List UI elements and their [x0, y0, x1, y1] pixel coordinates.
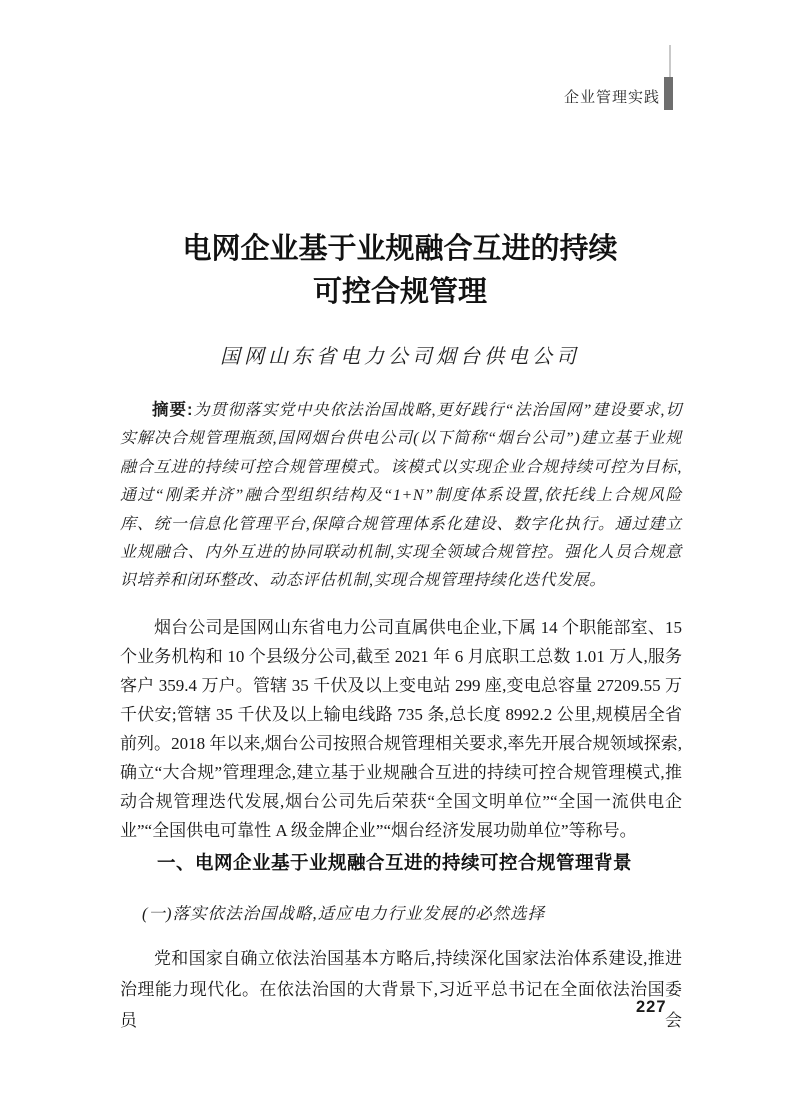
- abstract-text: 为贯彻落实党中央依法治国战略,更好践行“法治国网”建设要求,切实解决合规管理瓶颈,国网烟台供电公司(以下简称“烟台公司”)建立基于业规融合互进的持续可控合规管理模式。该模式以实现企业合规持续可控为目标,通过“刚柔并济”融合型组织结构及“1+N”制度体系设置,依托线上合规风险库、统一信息化管理平台,保障合规管理体系化建设、数字化执行。通过建立业规融合、内外互进的协同联动机制,实现全领域合规管控。强化人员合规意识培养和闭环整改、动态评估机制,实现合规管理持续化迭代发展。: [120, 402, 682, 590]
- running-head: 企业管理实践: [563, 90, 660, 106]
- section-1-heading: 一、电网企业基于业规融合互进的持续可控合规管理背景: [157, 852, 633, 873]
- page-number: 227: [636, 998, 667, 1016]
- author-line: 国网山东省电力公司烟台供电公司: [220, 346, 580, 368]
- article-title: [0, 228, 800, 314]
- article-title-line2: 可控合规管理: [312, 276, 487, 308]
- body-paragraph-1: 烟台公司是国网山东省电力公司直属供电企业,下属 14 个职能部室、15 个业务机构和 10 个县级分公司,截至 2021 年 6 月底职工总数 1.01 万人,服务客户 359.4 万户。管辖 35 千伏及以上变电站 299 座,变电总容量 27209.55 万千伏安;管辖 35 千伏及以上输电线路 735 条,总长度 8992.2 公里,规模居全省前列。2018 年以来,烟台公司按照合规管理相关要求,率先开展合规领域探索,确立“大合规”管理理念,建立基于业规融合互进的持续可控合规管理模式,推动合规管理迭代发展,烟台公司先后荣获“全国文明单位”“全国一流供电企业”“全国供电可靠性 A 级金牌企业”“烟台经济发展功勋单位”等称号。: [120, 618, 682, 840]
- abstract-paragraph: [120, 396, 682, 596]
- subsection-1-1-heading: (一)落实依法治国战略,适应电力行业发展的必然选择: [142, 904, 546, 923]
- article-title-line1: 电网企业基于业规融合互进的持续: [182, 233, 618, 265]
- body-paragraph-2: 党和国家自确立依法治国基本方略后,持续深化国家法治体系建设,推进治理能力现代化。在依法治国的大背景下,习近平总书记在全面依法治国委员会: [120, 949, 682, 1030]
- abstract-label: 摘要:: [152, 401, 194, 419]
- header-rule-thick: [664, 77, 673, 110]
